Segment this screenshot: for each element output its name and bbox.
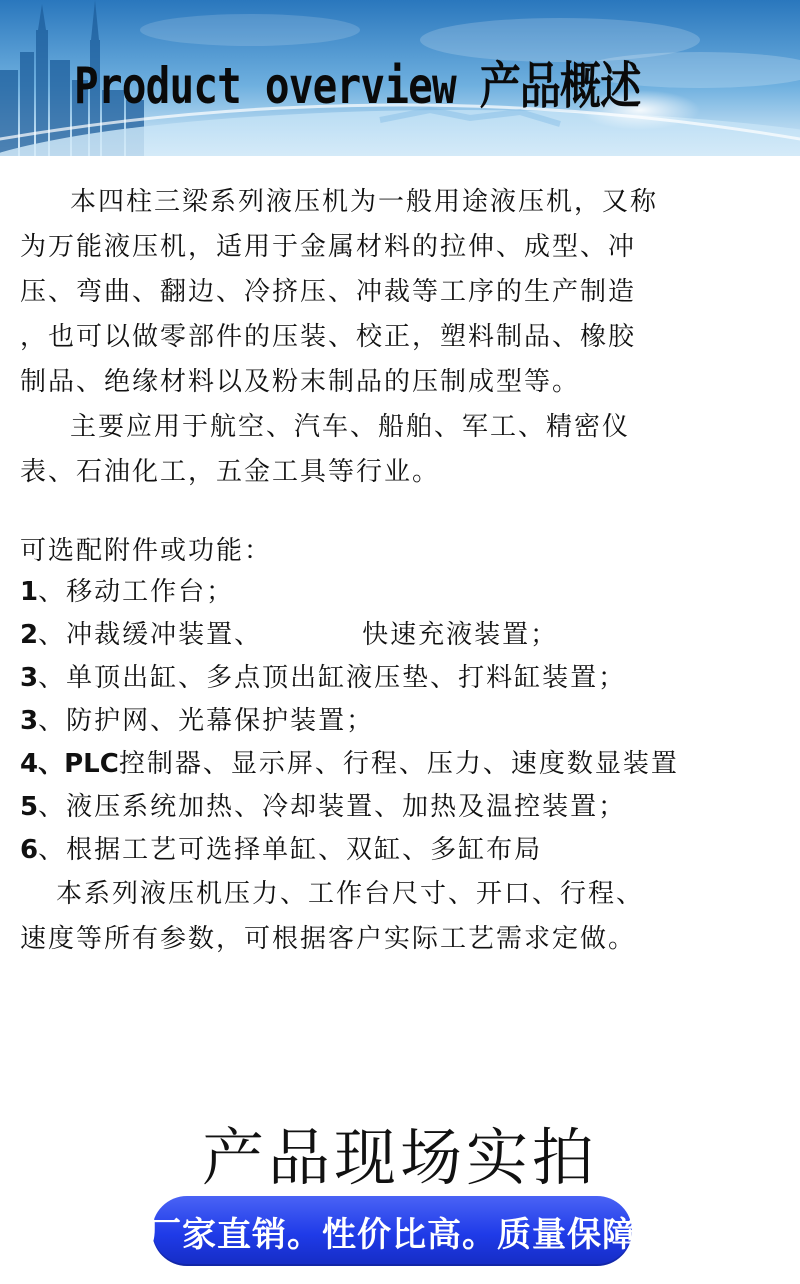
custom-note-line: 本系列液压机压力、工作台尺寸、开口、行程、 xyxy=(56,879,645,909)
option-item: 2、冲裁缓冲装置、 快速充液装置； xyxy=(20,620,559,650)
option-item: 5、液压系统加热、冷却装置、加热及温控装置； xyxy=(20,792,627,822)
intro-line: 本四柱三梁系列液压机为一般用途液压机，又称 xyxy=(70,187,659,217)
product-description xyxy=(20,180,800,962)
application-line: 主要应用于航空、汽车、船舶、军工、精密仪 xyxy=(70,412,631,442)
custom-note-line: 速度等所有参数，可根据客户实际工艺需求定做。 xyxy=(20,924,637,954)
application-line: 表、石油化工，五金工具等行业。 xyxy=(20,457,441,487)
slogan-text: 厂家直销。性价比高。质量保障 xyxy=(147,1214,637,1255)
intro-line: 制品、绝缘材料以及粉末制品的压制成型等。 xyxy=(20,367,581,397)
option-item: 6、根据工艺可选择单缸、双缸、多缸布局 xyxy=(20,835,543,865)
option-item: 3、单顶出缸、多点顶出缸液压垫、打料缸装置； xyxy=(20,663,627,693)
intro-line: ，也可以做零部件的压装、校正，塑料制品、橡胶 xyxy=(20,322,637,352)
option-item: 3、防护网、光幕保护装置； xyxy=(20,706,375,736)
header-banner xyxy=(0,0,800,156)
intro-line: 压、弯曲、翻边、冷挤压、冲裁等工序的生产制造 xyxy=(20,277,637,307)
section-title-on-site-photos: 产品现场实拍 xyxy=(201,1121,598,1194)
intro-line: 为万能液压机，适用于金属材料的拉伸、成型、冲 xyxy=(20,232,637,262)
option-item: 4、PLC控制器、显示屏、行程、压力、速度数显装置 xyxy=(20,749,679,779)
slogan-banner xyxy=(147,1196,637,1266)
banner-title: Product overview 产品概述 xyxy=(74,57,641,115)
options-heading: 可选配附件或功能： xyxy=(20,536,273,566)
option-item: 1、移动工作台； xyxy=(20,577,235,607)
